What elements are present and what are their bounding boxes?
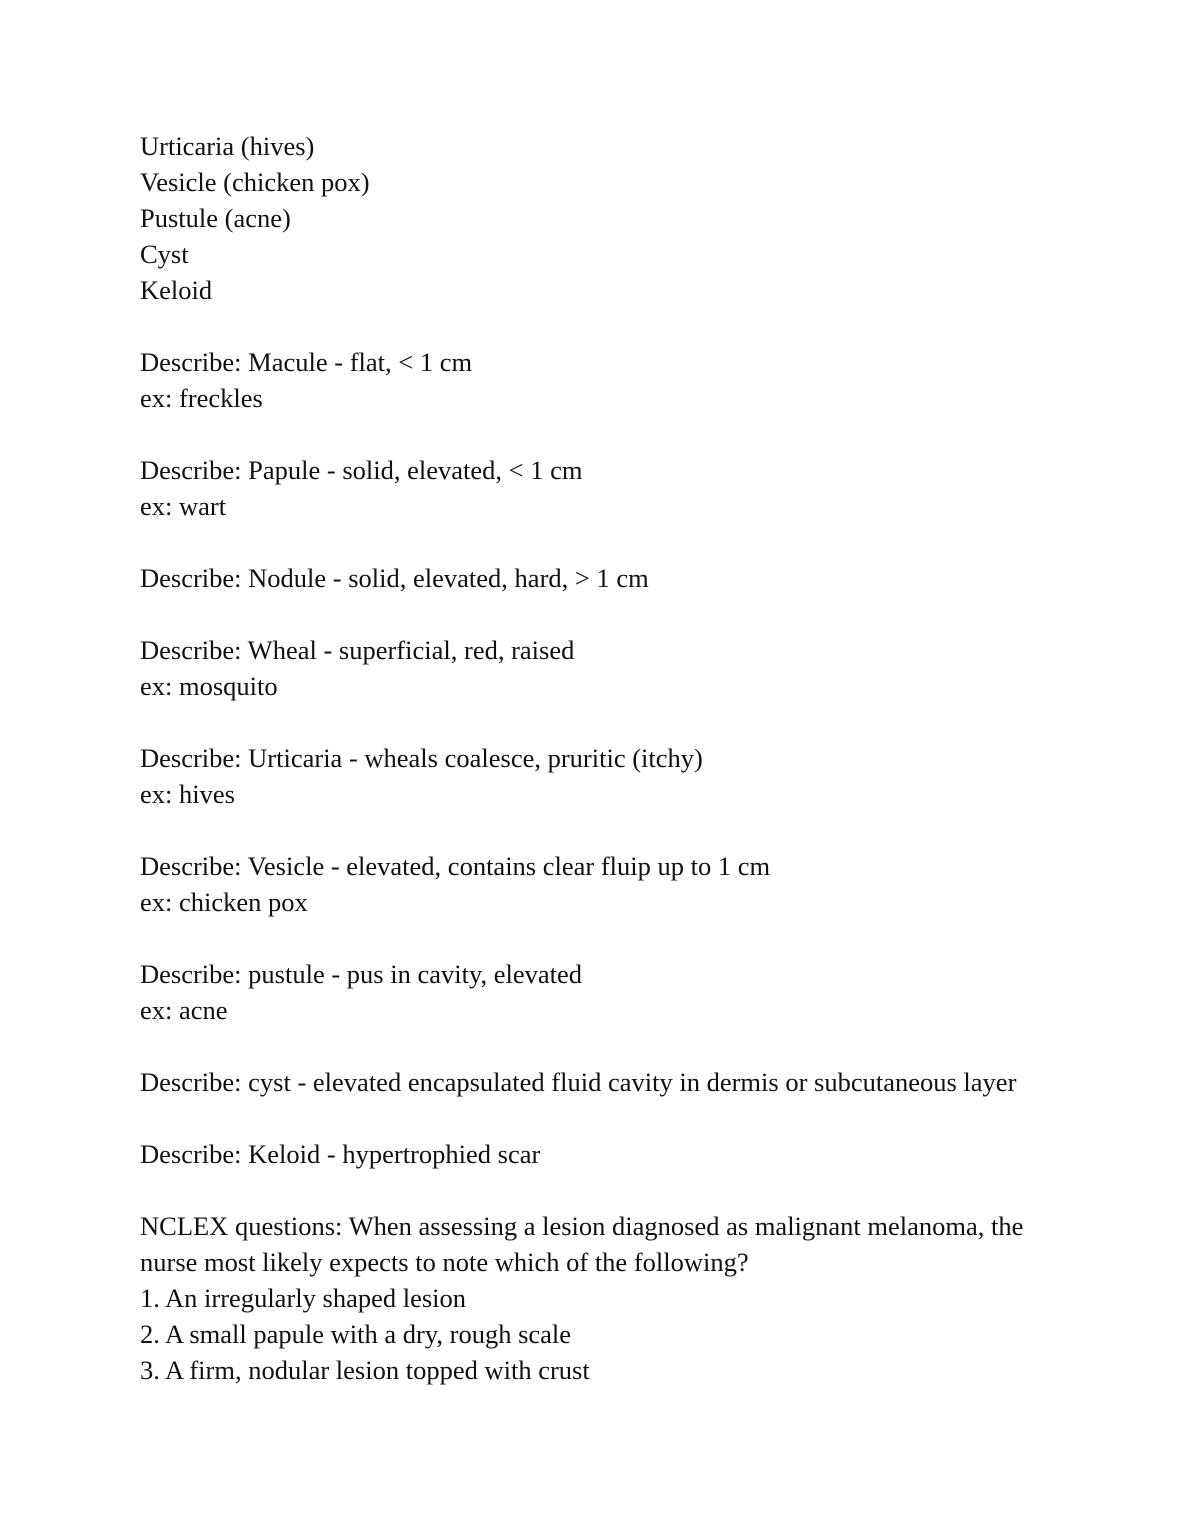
answer-option: 3. A firm, nodular lesion topped with crust [140,1355,590,1385]
question-text: nurse most likely expects to note which of the following? [140,1247,749,1277]
entry-nodule [140,560,1100,596]
entry-vesicle [140,848,1100,920]
entry-description: Describe: Vesicle - elevated, contains clear fluip up to 1 cm [140,851,771,881]
entry-papule [140,452,1100,524]
entry-description: Describe: Keloid - hypertrophied scar [140,1139,541,1169]
entry-wheal [140,632,1100,704]
entry-example: ex: hives [140,779,235,809]
entry-example: ex: freckles [140,383,263,413]
entry-description: Describe: Papule - solid, elevated, < 1 cm [140,455,583,485]
entry-urticaria [140,740,1100,812]
intro-item: Pustule (acne) [140,203,291,233]
entry-description: Describe: Nodule - solid, elevated, hard, > 1 cm [140,563,649,593]
entry-keloid [140,1136,1100,1172]
entry-macule [140,344,1100,416]
entry-cyst [140,1064,1100,1100]
question-text: NCLEX questions: When assessing a lesion diagnosed as malignant melanoma, the [140,1211,1024,1241]
entry-example: ex: acne [140,995,228,1025]
intro-list [140,128,1100,308]
intro-item: Keloid [140,275,213,305]
nclex-question [140,1208,1100,1388]
entry-example: ex: chicken pox [140,887,308,917]
entry-description: Describe: Wheal - superficial, red, raised [140,635,575,665]
entry-description: Describe: pustule - pus in cavity, elevated [140,959,583,989]
entry-pustule [140,956,1100,1028]
entry-description: Describe: Macule - flat, < 1 cm [140,347,473,377]
intro-item: Vesicle (chicken pox) [140,167,370,197]
intro-item: Cyst [140,239,189,269]
document-page [140,128,1100,1388]
entry-description: Describe: Urticaria - wheals coalesce, pruritic (itchy) [140,743,703,773]
entry-example: ex: mosquito [140,671,278,701]
intro-item: Urticaria (hives) [140,131,315,161]
entry-description: Describe: cyst - elevated encapsulated fluid cavity in dermis or subcutaneous layer [140,1067,1017,1097]
answer-option: 1. An irregularly shaped lesion [140,1283,467,1313]
answer-option: 2. A small papule with a dry, rough scale [140,1319,572,1349]
entry-example: ex: wart [140,491,227,521]
